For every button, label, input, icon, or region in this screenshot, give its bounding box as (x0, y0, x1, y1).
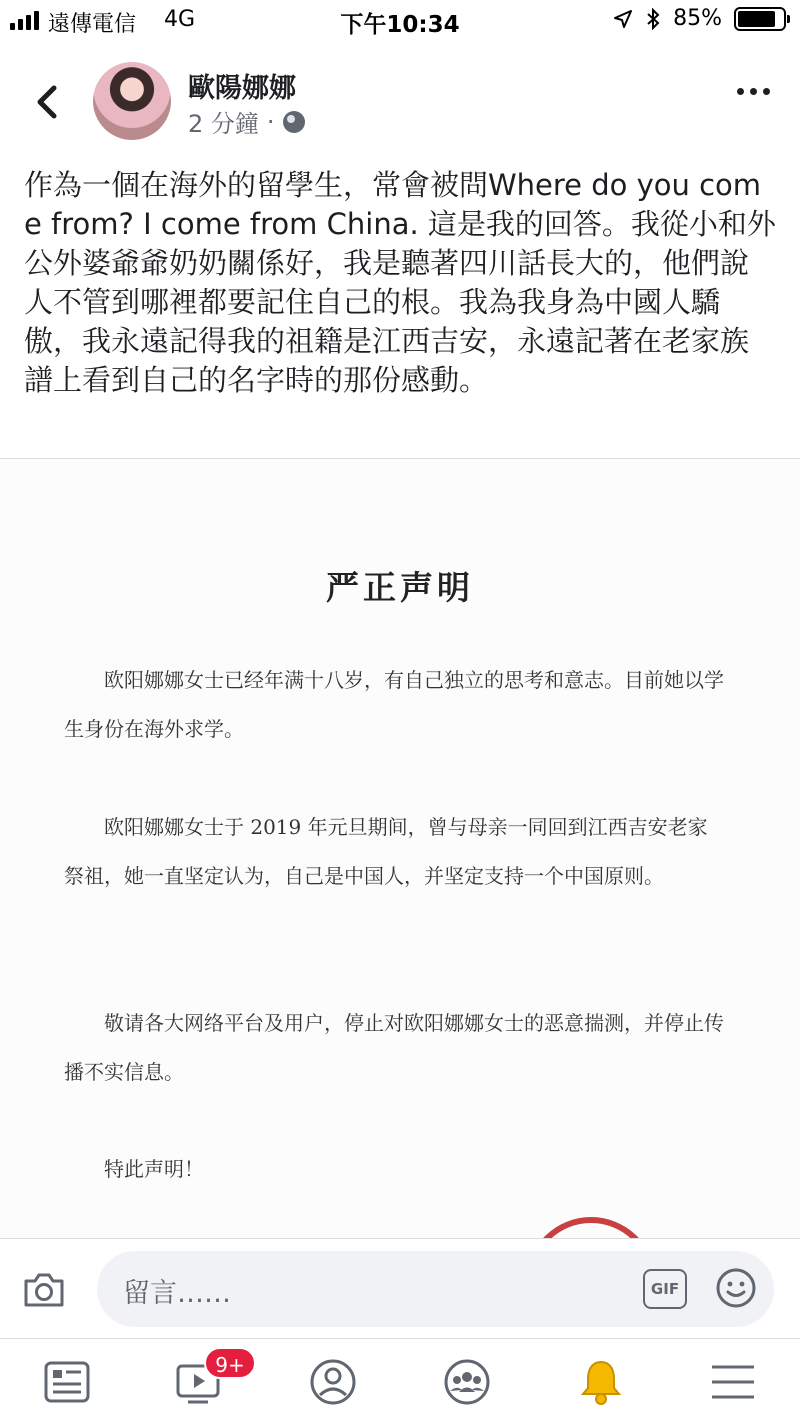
comment-bar (0, 1238, 800, 1339)
globe-icon (283, 111, 305, 133)
network-type: 4G (164, 7, 196, 32)
comment-input[interactable] (97, 1251, 774, 1327)
profile-icon[interactable] (308, 1357, 358, 1407)
battery-percent: 85% (673, 6, 722, 31)
bluetooth-icon (645, 7, 661, 31)
emoji-icon[interactable] (715, 1267, 757, 1309)
menu-icon[interactable] (708, 1357, 758, 1407)
author-name[interactable]: 歐陽娜娜 (188, 73, 296, 104)
comment-placeholder: 留言…… (123, 1278, 231, 1309)
post-text: 作為一個在海外的留學生，常會被問Where do you come from? I come from China. 這是我的回答。我從小和外公外婆爺爺奶奶關係好，我是聽著四川話長大的，他們說人不管到哪裡都要記住自己的根。我為我身為中國人驕傲，我永遠記得我的祖籍是江西吉安，永遠記著在老家族譜上看到自己的名字時的那份感動。 (24, 168, 776, 397)
gif-button[interactable]: GIF (643, 1269, 687, 1309)
clock: 下午10:34 (340, 12, 460, 38)
post-image-statement[interactable] (0, 459, 800, 1239)
statement-paragraph: 敬请各大网络平台及用户，停止对欧阳娜娜女士的恶意揣测，并停止传播不实信息。 (64, 1011, 724, 1084)
back-arrow-icon[interactable] (28, 80, 68, 124)
statement-closing: 特此声明！ (104, 1157, 204, 1181)
notifications-bell-icon[interactable] (576, 1357, 626, 1407)
statement-title: 严正声明 (326, 568, 474, 607)
meta-separator: · (266, 107, 275, 136)
post-time[interactable]: 2 分鐘 (188, 110, 259, 138)
video-badge: 9+ (204, 1347, 256, 1379)
status-bar (0, 0, 800, 40)
post-meta (188, 104, 305, 139)
author-avatar[interactable] (93, 62, 171, 140)
statement-paragraph: 欧阳娜娜女士于 2019 年元旦期间，曾与母亲一同回到江西吉安老家祭祖，她一直坚定认为，自己是中国人，并坚定支持一个中国原则。 (64, 815, 708, 888)
statement-paragraph: 欧阳娜娜女士已经年满十八岁，有自己独立的思考和意志。目前她以学生身份在海外求学。 (64, 668, 724, 741)
tab-bar (0, 1338, 800, 1423)
more-options-icon[interactable] (737, 88, 770, 95)
location-arrow-icon (613, 9, 633, 29)
news-feed-icon[interactable] (42, 1357, 92, 1407)
groups-icon[interactable] (442, 1357, 492, 1407)
battery-icon (734, 7, 786, 31)
carrier-name: 遠傳電信 (48, 12, 137, 37)
camera-icon[interactable] (22, 1272, 66, 1308)
